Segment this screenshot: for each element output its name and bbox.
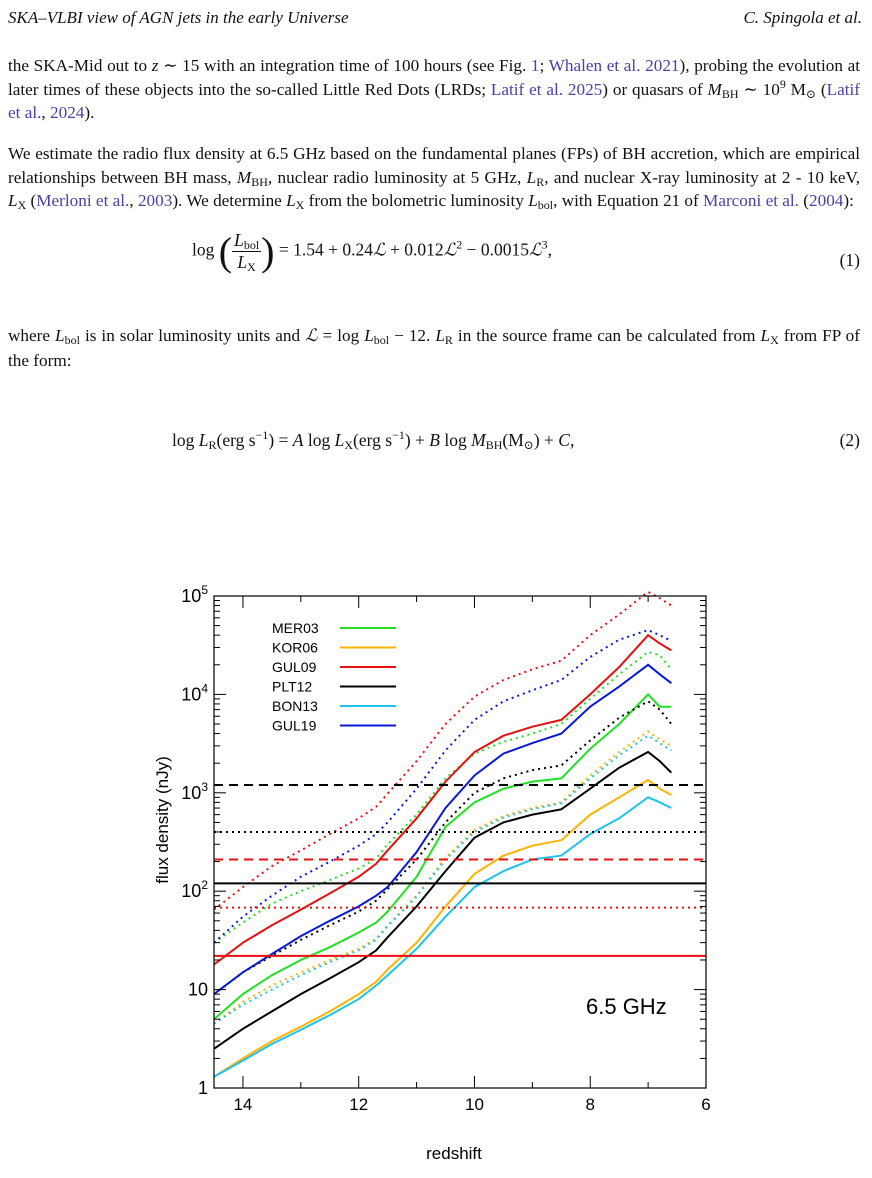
citation-latif-2025[interactable]: Latif et al. 2025	[490, 79, 603, 99]
y-tick-label: $10^2$	[181, 878, 208, 902]
figure-link[interactable]: 1	[530, 56, 540, 75]
citation-latif-2024[interactable]: Latif et al.	[8, 79, 860, 122]
y-axis-label: flux density (nJy)	[153, 756, 172, 884]
y-tick-label: $10^5$	[181, 583, 208, 606]
citation-latif-2024-year[interactable]: 2024	[50, 103, 85, 122]
x-tick-label: 10	[465, 1095, 484, 1114]
x-tick-label: 8	[585, 1095, 595, 1114]
x-axis-label: redshift	[426, 1144, 482, 1163]
paragraph-method: We estimate the radio flux density at 6.5 GHz based on the fundamental planes (FPs) of BH accretion, which are empirical relationships between BH mass, $M_{BH}$, nuclear radio luminosity at 5 GHz, $L_R$, and nuclear X-ray luminosity at 2 - 10 keV, $L_X$ (Merloni et al., 2003). We determine $L_X$ from the bolometric luminosity $L_{bol}$, with Equation 21 of Marconi et al. (2004):	[8, 144, 860, 212]
x-tick-label: 14	[233, 1095, 253, 1114]
frequency-annotation: 6.5 GHz	[586, 994, 667, 1019]
citation-merloni-year[interactable]: 2003	[137, 191, 173, 210]
legend-label-mer03: MER03	[272, 620, 319, 636]
series-line-mer03-solid	[214, 694, 671, 1019]
citation-merloni[interactable]: Merloni et al.	[36, 191, 130, 210]
running-authors: C. Spingola et al.	[743, 8, 862, 27]
y-tick-label: 1	[197, 1078, 208, 1098]
equation-2: $\log L_R(erg$ $s^{-1}) = A$ $\log L_X(erg$ $s^{-1}) + B$ $\log M_{BH}(M_⊙) + C$, (2)	[172, 428, 860, 452]
equation-2-number: (2)	[839, 430, 860, 450]
series-line-plt12-dotted	[214, 701, 671, 994]
y-tick-label: 10	[187, 979, 208, 1000]
series-line-kor06-dotted	[214, 732, 671, 1024]
x-tick-label: 6	[701, 1095, 711, 1114]
legend-label-bon13: BON13	[272, 698, 318, 714]
y-tick-label: $10^4$	[181, 681, 208, 705]
running-header	[8, 8, 862, 32]
paragraph-intro: the SKA-Mid out to z ∼ 15 with an integration time of 100 hours (see Fig. 1; Whalen et al. 2021), probing the evolution at later times of these objects into the so-called Little Red Dots (LRDs; Latif et al. 2025) or quasars of $M_{BH}$ ∼ $10^9$ $M_⊙$ (Latif et al., 2024).	[8, 56, 860, 122]
legend-label-plt12: PLT12	[272, 678, 313, 695]
y-tick-label: $10^3$	[181, 779, 208, 803]
flux-density-chart	[140, 540, 730, 1175]
equation-1-number: (1)	[839, 250, 860, 270]
series-line-gul19-solid	[214, 665, 671, 994]
series-line-mer03-dotted	[214, 652, 671, 943]
running-title: SKA–VLBI view of AGN jets in the early Universe	[8, 8, 349, 27]
paragraph-definitions: where $L_{bol}$ is in solar luminosity units and ℒ = $\log L_{bol} - 12$. $L_R$ in the source frame can be calculated from $L_X$ from FP of the form:	[8, 326, 860, 370]
citation-marconi[interactable]: Marconi et al.	[703, 191, 799, 210]
legend-label-gul19: GUL19	[272, 717, 317, 734]
citation-whalen[interactable]: Whalen et al. 2021	[548, 56, 680, 75]
legend-label-gul09: GUL09	[272, 659, 317, 675]
equation-1: log ( $\frac{L_{bol}}{L_X}$ ) = 1.54 + 0.24ℒ + 0.012ℒ$^2$ − 0.0015ℒ$^3$, (1)	[192, 229, 860, 274]
legend-label-kor06: KOR06	[272, 639, 318, 656]
citation-marconi-year[interactable]: 2004	[809, 191, 844, 210]
x-tick-label: 12	[349, 1095, 369, 1114]
